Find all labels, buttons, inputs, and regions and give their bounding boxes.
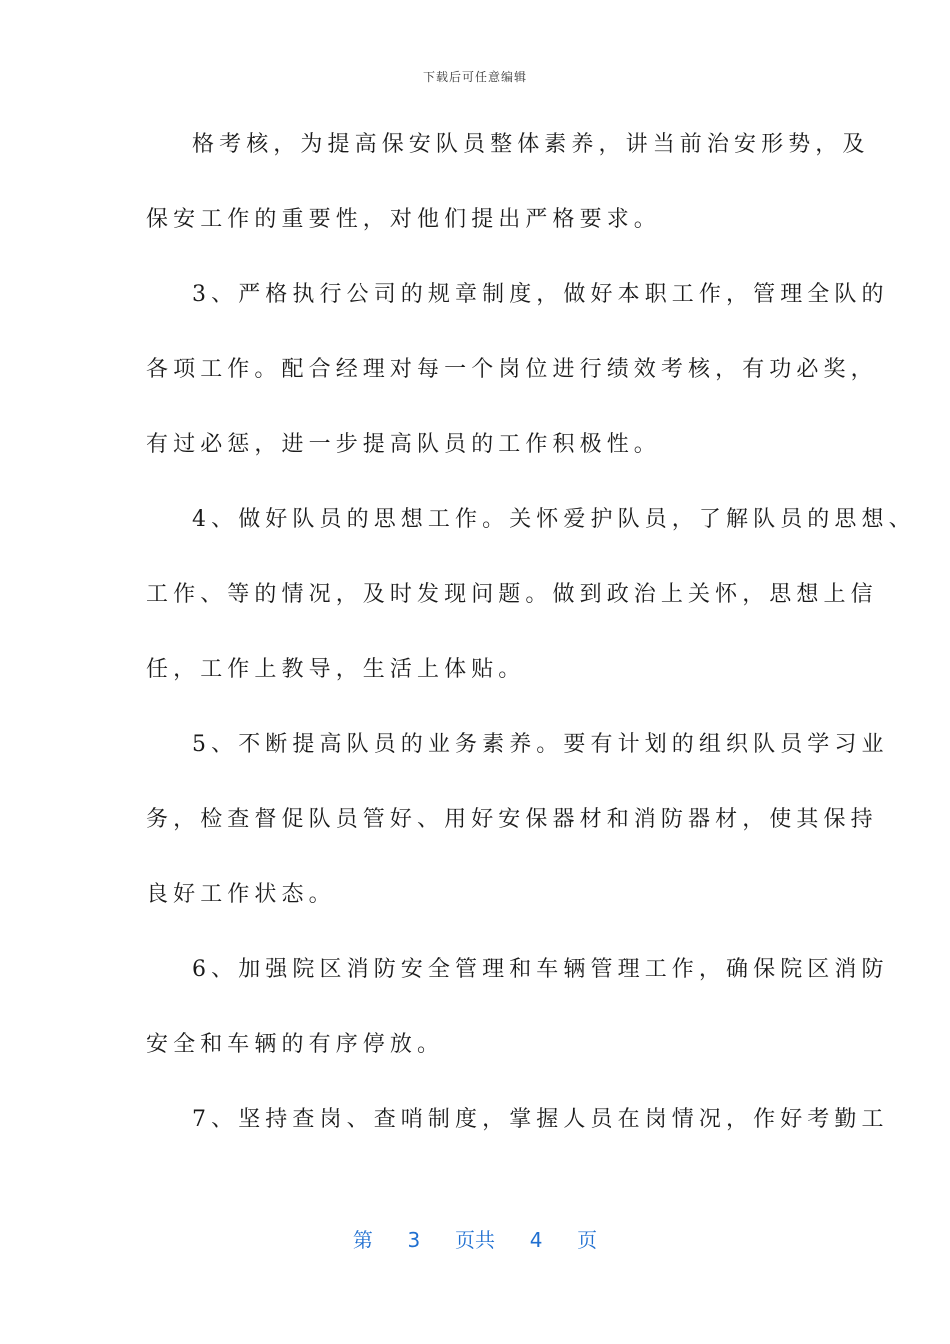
paragraph-line: 保安工作的重要性，对他们提出严格要求。 xyxy=(146,207,661,232)
total-page-count: 4 xyxy=(529,1228,543,1252)
page-footer xyxy=(0,1224,950,1253)
current-page-number: 3 xyxy=(407,1228,421,1252)
page-header: 下载后可任意编辑 xyxy=(422,70,527,84)
paragraph-line: 5、不断提高队员的业务素养。要有计划的组织队员学习业 xyxy=(192,732,889,757)
paragraph-line: 4、做好队员的思想工作。关怀爱护队员，了解队员的思想、 xyxy=(192,507,916,532)
paragraph-line: 任，工作上教导，生活上体贴。 xyxy=(146,657,526,682)
paragraph-line: 务，检查督促队员管好、用好安保器材和消防器材，使其保持 xyxy=(146,807,878,832)
paragraph-line: 7、坚持查岗、查哨制度，掌握人员在岗情况，作好考勤工 xyxy=(192,1107,889,1132)
paragraph-line: 安全和车辆的有序停放。 xyxy=(146,1032,445,1057)
footer-prefix: 第 xyxy=(352,1228,373,1252)
footer-suffix: 页 xyxy=(577,1228,598,1252)
paragraph-line: 工作、等的情况，及时发现问题。做到政治上关怀，思想上信 xyxy=(146,582,878,607)
paragraph-line: 6、加强院区消防安全管理和车辆管理工作，确保院区消防 xyxy=(192,957,889,982)
paragraph-line: 良好工作状态。 xyxy=(146,882,336,907)
paragraph-line: 有过必惩，进一步提高队员的工作积极性。 xyxy=(146,432,661,457)
paragraph-line: 各项工作。配合经理对每一个岗位进行绩效考核，有功必奖， xyxy=(146,357,878,382)
paragraph-line: 3、严格执行公司的规章制度，做好本职工作，管理全队的 xyxy=(192,282,889,307)
footer-middle: 页共 xyxy=(455,1228,495,1252)
paragraph-line: 格考核，为提高保安队员整体素养，讲当前治安形势，及 xyxy=(192,132,870,157)
document-body xyxy=(146,122,916,1172)
